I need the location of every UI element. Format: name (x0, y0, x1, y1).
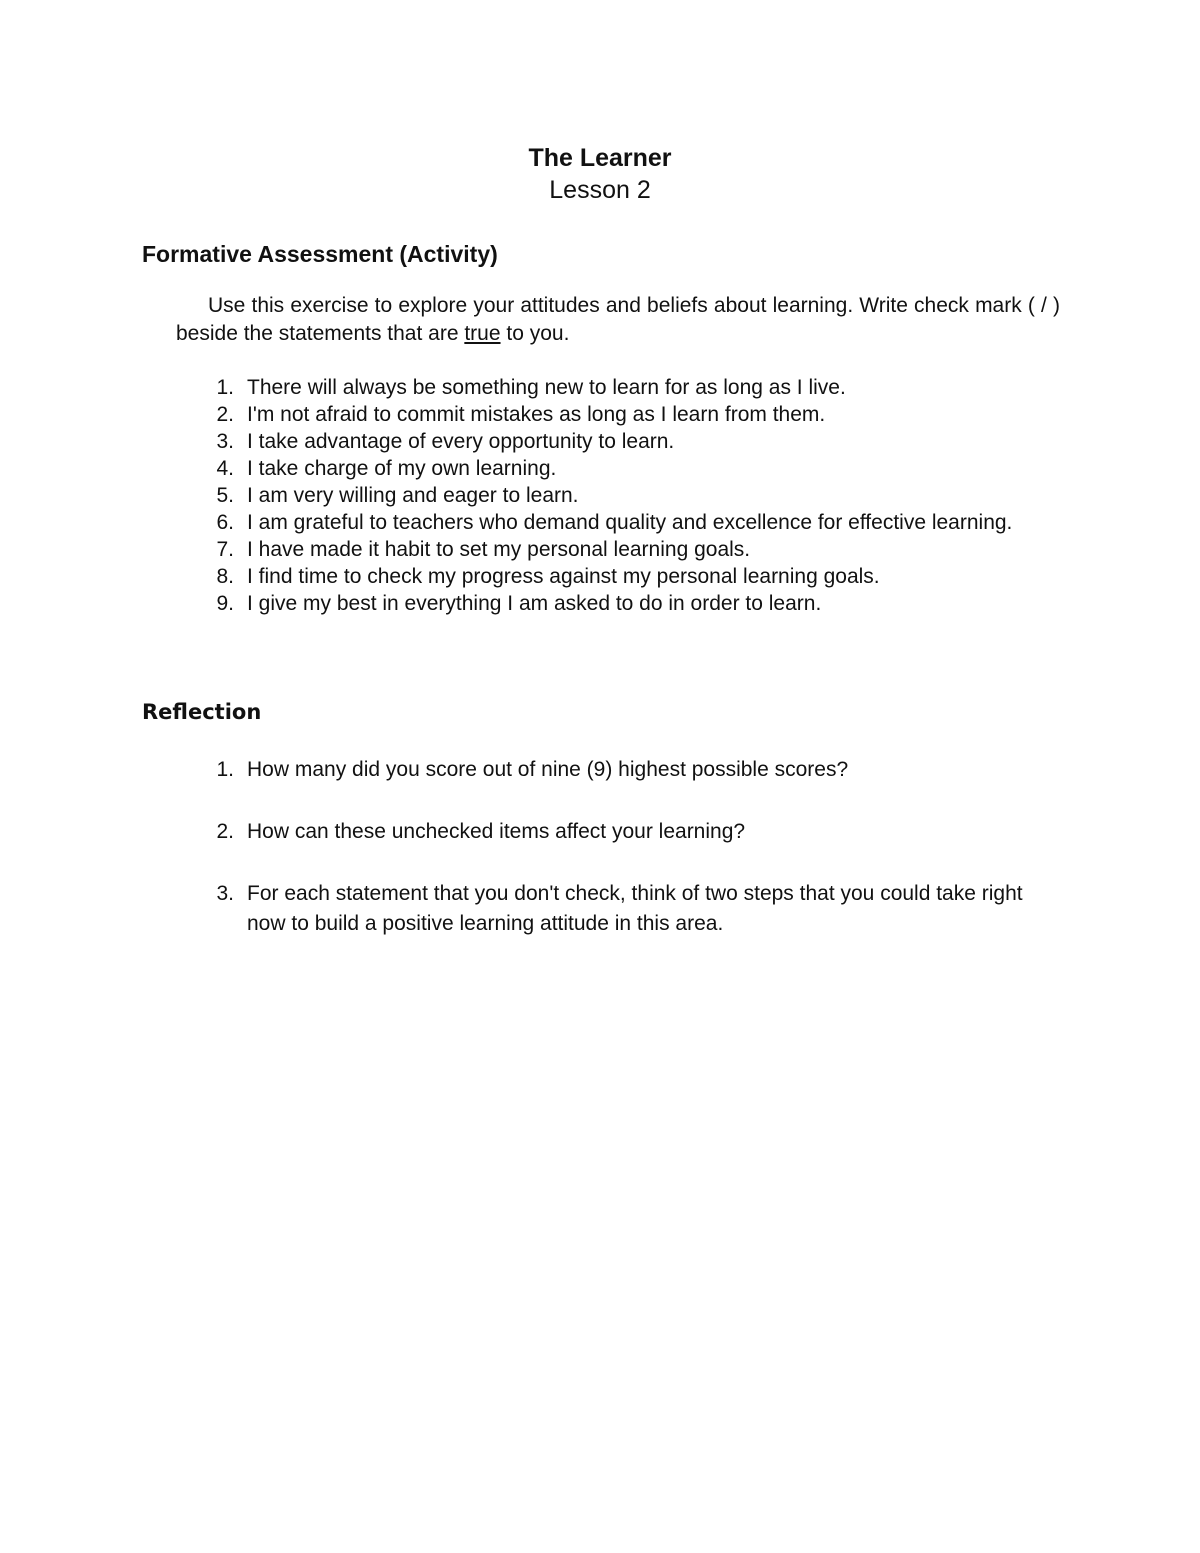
question-text: For each statement that you don't check, think of two steps that you could take right now to build a positive learning attitude in this area. (247, 882, 1023, 935)
section-heading: Formative Assessment (Activity) (142, 241, 498, 267)
statement-number: 4. (216, 457, 234, 480)
instructions-emphasis: true (464, 322, 501, 345)
question-text: How can these unchecked items affect your learning? (247, 820, 746, 843)
reflection-question (200, 755, 1060, 785)
question-number: 2. (216, 820, 234, 843)
statement-item (200, 563, 1060, 590)
statement-number: 6. (216, 511, 234, 534)
statement-item (200, 455, 1060, 482)
instructions-text: Use this exercise to explore your attitudes and beliefs about learning. Write check mark ( / ) beside the statements that are (176, 294, 1060, 345)
statement-number: 3. (216, 430, 234, 453)
page-subtitle: Lesson 2 (549, 176, 651, 204)
reflection-question-list (200, 755, 1060, 971)
statement-number: 7. (216, 538, 234, 561)
reflection-question (200, 879, 1060, 939)
statement-number: 5. (216, 484, 234, 507)
statement-number: 1. (216, 376, 234, 399)
statement-item (200, 536, 1060, 563)
statement-number: 2. (216, 403, 234, 426)
instructions-text-end: to you. (500, 322, 570, 345)
statement-list (200, 374, 1060, 617)
statement-text: I'm not afraid to commit mistakes as long as I learn from them. (247, 403, 826, 426)
statement-number: 8. (216, 565, 234, 588)
statement-text: There will always be something new to learn for as long as I live. (247, 376, 846, 399)
reflection-heading: Reflection (142, 700, 262, 724)
statement-item (200, 401, 1060, 428)
statement-number: 9. (216, 592, 234, 615)
page-title: The Learner (528, 144, 672, 172)
statement-text: I am grateful to teachers who demand quality and excellence for effective learning. (247, 511, 1013, 534)
statement-text: I am very willing and eager to learn. (247, 484, 579, 507)
question-number: 1. (216, 758, 234, 781)
statement-text: I take advantage of every opportunity to learn. (247, 430, 675, 453)
statement-item (200, 374, 1060, 401)
statement-item (200, 509, 1060, 536)
statement-item (200, 428, 1060, 455)
question-text: How many did you score out of nine (9) highest possible scores? (247, 758, 849, 781)
question-number: 3. (216, 882, 234, 905)
statement-text: I have made it habit to set my personal learning goals. (247, 538, 751, 561)
statement-text: I take charge of my own learning. (247, 457, 557, 480)
statement-item (200, 482, 1060, 509)
statement-text: I give my best in everything I am asked to do in order to learn. (247, 592, 822, 615)
instructions-paragraph (176, 292, 1060, 348)
reflection-question (200, 817, 1060, 847)
statement-text: I find time to check my progress against my personal learning goals. (247, 565, 880, 588)
statement-item (200, 590, 1060, 617)
